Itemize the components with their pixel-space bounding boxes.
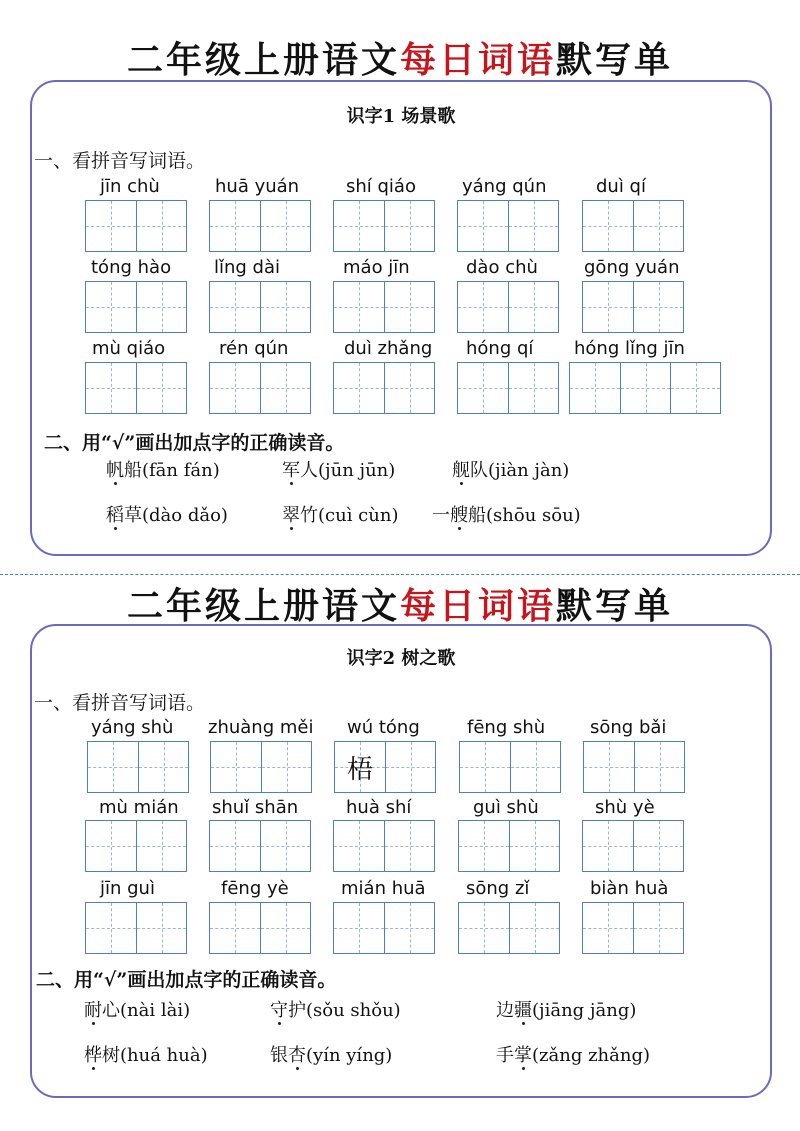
pinyin-label: shí qiáo bbox=[346, 176, 416, 197]
writing-cell[interactable] bbox=[260, 201, 310, 251]
writing-cell[interactable] bbox=[633, 282, 683, 332]
writing-cell[interactable] bbox=[334, 903, 384, 953]
writing-cell[interactable] bbox=[86, 363, 136, 413]
writing-cell[interactable] bbox=[508, 363, 558, 413]
writing-cell[interactable] bbox=[384, 363, 434, 413]
writing-grid[interactable] bbox=[334, 741, 436, 793]
writing-grid[interactable] bbox=[583, 741, 685, 793]
writing-grid[interactable] bbox=[333, 820, 435, 872]
emphasis-dot bbox=[278, 1022, 281, 1025]
reading-choice[interactable]: 翠竹(cuì cùn) bbox=[282, 505, 399, 526]
writing-cell[interactable] bbox=[583, 201, 633, 251]
writing-cell[interactable] bbox=[260, 821, 310, 871]
reading-choice[interactable]: 帆船(fān fán) bbox=[106, 460, 220, 481]
pinyin-label: rén qún bbox=[219, 338, 289, 359]
writing-cell[interactable] bbox=[670, 363, 720, 413]
writing-cell[interactable] bbox=[86, 282, 136, 332]
writing-cell[interactable] bbox=[509, 821, 559, 871]
writing-cell[interactable] bbox=[384, 282, 434, 332]
reading-choice[interactable]: 一艘船(shōu sōu) bbox=[432, 505, 581, 526]
writing-cell[interactable] bbox=[261, 742, 311, 792]
lesson-title: 识字1 场景歌 bbox=[346, 106, 456, 127]
writing-grid[interactable] bbox=[582, 902, 684, 954]
pinyin-label: shù yè bbox=[595, 797, 655, 818]
pinyin-label: wú tóng bbox=[347, 717, 420, 738]
lesson-title: 识字2 树之歌 bbox=[346, 648, 456, 669]
writing-cell[interactable] bbox=[458, 363, 508, 413]
section-heading-pinyin: 一、看拼音写词语。 bbox=[34, 150, 206, 172]
writing-cell[interactable] bbox=[570, 363, 620, 413]
writing-cell[interactable] bbox=[211, 742, 261, 792]
writing-cell[interactable] bbox=[458, 201, 508, 251]
writing-grid[interactable] bbox=[85, 362, 187, 414]
writing-cell[interactable] bbox=[583, 903, 633, 953]
pinyin-label: mù qiáo bbox=[92, 338, 166, 359]
title-highlight: 每日词语 bbox=[399, 39, 556, 81]
writing-cell[interactable] bbox=[260, 363, 310, 413]
emphasis-dot bbox=[290, 482, 293, 485]
writing-cell[interactable] bbox=[88, 742, 138, 792]
writing-cell[interactable] bbox=[86, 903, 136, 953]
pinyin-label: lǐng dài bbox=[214, 257, 281, 278]
writing-grid[interactable] bbox=[457, 200, 559, 252]
writing-grid[interactable] bbox=[209, 362, 311, 414]
writing-cell[interactable] bbox=[384, 903, 434, 953]
reading-choice[interactable]: 守护(sǒu shǒu) bbox=[270, 1000, 401, 1021]
writing-grid[interactable] bbox=[209, 902, 311, 954]
writing-cell[interactable] bbox=[334, 282, 384, 332]
reading-choice[interactable]: 银杏(yín yíng) bbox=[270, 1045, 393, 1066]
writing-cell[interactable] bbox=[334, 201, 384, 251]
writing-cell[interactable] bbox=[459, 821, 509, 871]
writing-cell[interactable] bbox=[633, 201, 683, 251]
writing-grid[interactable] bbox=[85, 820, 187, 872]
writing-cell[interactable] bbox=[260, 903, 310, 953]
writing-cell[interactable] bbox=[634, 742, 684, 792]
writing-cell[interactable] bbox=[260, 282, 310, 332]
writing-grid[interactable] bbox=[458, 820, 560, 872]
writing-cell[interactable] bbox=[458, 282, 508, 332]
writing-cell[interactable] bbox=[210, 201, 260, 251]
section-heading-check: 二、用“√”画出加点字的正确读音。 bbox=[44, 432, 345, 454]
writing-cell[interactable] bbox=[86, 201, 136, 251]
pinyin-label: yáng shù bbox=[91, 717, 174, 738]
reading-choice[interactable]: 军人(jūn jūn) bbox=[282, 460, 396, 481]
writing-cell[interactable] bbox=[510, 742, 560, 792]
writing-cell[interactable] bbox=[136, 282, 186, 332]
writing-cell[interactable] bbox=[136, 903, 186, 953]
title-part: 二年级上册语文 bbox=[126, 39, 400, 81]
pinyin-label: sōng zǐ bbox=[466, 878, 530, 899]
pinyin-label: huā yuán bbox=[215, 176, 300, 197]
pinyin-label: dào chù bbox=[466, 257, 538, 278]
writing-cell[interactable] bbox=[210, 821, 260, 871]
reading-choice[interactable]: 桦树(huá huà) bbox=[84, 1045, 208, 1066]
emphasis-dot bbox=[522, 1022, 525, 1025]
writing-cell[interactable] bbox=[633, 821, 683, 871]
writing-cell[interactable] bbox=[583, 282, 633, 332]
writing-cell[interactable] bbox=[460, 742, 510, 792]
writing-cell[interactable] bbox=[509, 903, 559, 953]
writing-grid[interactable] bbox=[333, 281, 435, 333]
title-part: 默写单 bbox=[556, 585, 674, 627]
writing-cell[interactable] bbox=[210, 282, 260, 332]
writing-grid[interactable] bbox=[85, 902, 187, 954]
writing-cell[interactable] bbox=[508, 282, 558, 332]
emphasis-dot bbox=[460, 482, 463, 485]
emphasis-dot bbox=[296, 1067, 299, 1070]
emphasis-dot bbox=[114, 527, 117, 530]
writing-cell[interactable] bbox=[335, 742, 385, 792]
pinyin-label: fēng yè bbox=[221, 878, 289, 899]
writing-grid[interactable] bbox=[209, 281, 311, 333]
writing-grid[interactable] bbox=[457, 362, 559, 414]
writing-cell[interactable] bbox=[385, 742, 435, 792]
writing-grid[interactable] bbox=[582, 820, 684, 872]
pinyin-label: guì shù bbox=[473, 797, 539, 818]
pinyin-label: zhuàng měi bbox=[208, 717, 314, 738]
writing-cell[interactable] bbox=[620, 363, 670, 413]
writing-cell[interactable] bbox=[138, 742, 188, 792]
pinyin-label: jīn chù bbox=[100, 176, 160, 197]
writing-cell[interactable] bbox=[583, 821, 633, 871]
writing-grid[interactable] bbox=[569, 362, 721, 414]
emphasis-dot bbox=[92, 1067, 95, 1070]
writing-cell[interactable] bbox=[459, 903, 509, 953]
title-part: 二年级上册语文 bbox=[126, 585, 400, 627]
writing-grid[interactable] bbox=[582, 281, 684, 333]
writing-grid[interactable] bbox=[333, 362, 435, 414]
writing-cell[interactable] bbox=[210, 363, 260, 413]
writing-grid[interactable] bbox=[459, 741, 561, 793]
title-highlight: 每日词语 bbox=[399, 585, 556, 627]
pinyin-label: shuǐ shān bbox=[212, 797, 299, 818]
pinyin-label: huà shí bbox=[346, 797, 412, 818]
pinyin-label: gōng yuán bbox=[584, 257, 680, 278]
writing-grid[interactable] bbox=[457, 281, 559, 333]
title-part: 默写单 bbox=[556, 39, 674, 81]
pinyin-label: jīn guì bbox=[100, 878, 155, 899]
writing-cell[interactable] bbox=[136, 363, 186, 413]
writing-grid[interactable] bbox=[333, 902, 435, 954]
writing-cell[interactable] bbox=[334, 363, 384, 413]
pinyin-label: mù mián bbox=[99, 797, 179, 818]
writing-grid[interactable] bbox=[582, 200, 684, 252]
pinyin-label: hóng lǐng jīn bbox=[574, 338, 685, 359]
reading-choice[interactable]: 耐心(nài lài) bbox=[84, 1000, 191, 1021]
pinyin-label: yáng qún bbox=[462, 176, 547, 197]
reading-choice[interactable]: 手掌(zǎng zhǎng) bbox=[496, 1045, 651, 1066]
pinyin-label: mián huā bbox=[341, 878, 426, 899]
writing-cell[interactable] bbox=[210, 903, 260, 953]
emphasis-dot bbox=[522, 1067, 525, 1070]
pinyin-label: máo jīn bbox=[343, 257, 410, 278]
writing-grid[interactable] bbox=[85, 200, 187, 252]
pinyin-label: hóng qí bbox=[466, 338, 534, 359]
sheet1-title bbox=[0, 32, 800, 83]
pinyin-label: tóng hào bbox=[91, 257, 172, 278]
writing-cell[interactable] bbox=[584, 742, 634, 792]
sheet2-title bbox=[0, 578, 800, 629]
writing-cell[interactable] bbox=[384, 821, 434, 871]
section-heading-check: 二、用“√”画出加点字的正确读音。 bbox=[36, 969, 337, 991]
emphasis-dot bbox=[114, 482, 117, 485]
section-heading-pinyin: 一、看拼音写词语。 bbox=[34, 692, 206, 714]
writing-grid[interactable] bbox=[210, 741, 312, 793]
emphasis-dot bbox=[92, 1022, 95, 1025]
writing-grid[interactable] bbox=[333, 200, 435, 252]
pinyin-label: sōng bǎi bbox=[590, 717, 667, 738]
writing-grid[interactable] bbox=[85, 281, 187, 333]
filled-character: 梧 bbox=[346, 754, 373, 785]
reading-choice[interactable]: 边疆(jiāng jāng) bbox=[496, 1000, 637, 1021]
cut-line bbox=[0, 574, 800, 575]
pinyin-label: duì zhǎng bbox=[344, 338, 433, 359]
writing-cell[interactable] bbox=[508, 201, 558, 251]
writing-cell[interactable] bbox=[86, 821, 136, 871]
writing-grid[interactable] bbox=[209, 820, 311, 872]
pinyin-label: fēng shù bbox=[467, 717, 546, 738]
reading-choice[interactable]: 稻草(dào dǎo) bbox=[106, 505, 228, 526]
emphasis-dot bbox=[290, 527, 293, 530]
writing-cell[interactable] bbox=[136, 201, 186, 251]
emphasis-dot bbox=[458, 527, 461, 530]
writing-cell[interactable] bbox=[136, 821, 186, 871]
pinyin-label: biàn huà bbox=[590, 878, 669, 899]
writing-cell[interactable] bbox=[334, 821, 384, 871]
writing-cell[interactable] bbox=[633, 903, 683, 953]
writing-cell[interactable] bbox=[384, 201, 434, 251]
reading-choice[interactable]: 舰队(jiàn jàn) bbox=[452, 460, 570, 481]
writing-grid[interactable] bbox=[209, 200, 311, 252]
writing-grid[interactable] bbox=[458, 902, 560, 954]
writing-grid[interactable] bbox=[87, 741, 189, 793]
pinyin-label: duì qí bbox=[596, 176, 646, 197]
